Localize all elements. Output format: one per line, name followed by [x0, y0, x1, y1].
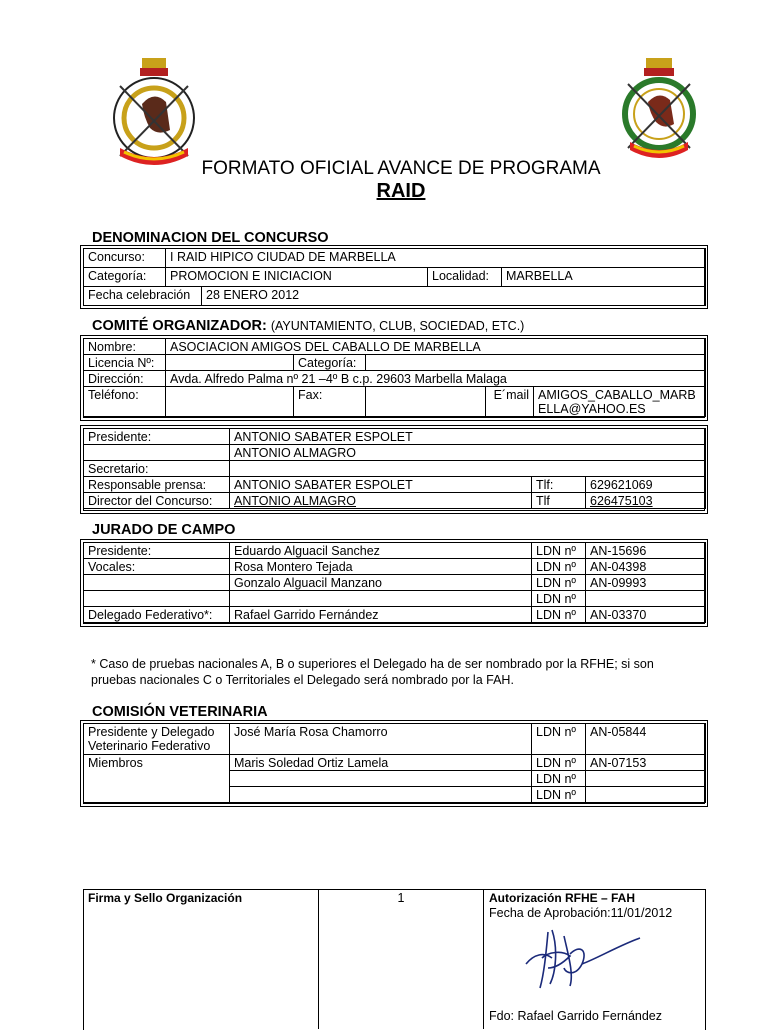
jurado-role: Presidente: [84, 543, 230, 559]
section-heading-denominacion: DENOMINACION DEL CONCURSO [92, 230, 329, 246]
direccion-label: Dirección: [84, 371, 166, 387]
fax-value [366, 387, 486, 417]
vet-miembro-ldn: AN-07153 [586, 755, 706, 771]
categoria-value: PROMOCION E INICIACION [166, 268, 428, 287]
andalusian-federation-seal-icon [618, 56, 700, 160]
logo-right [618, 56, 700, 160]
vet-ldn-label: LDN nº [532, 755, 586, 771]
vet-ldn-label: LDN nº [532, 771, 586, 787]
comite-categoria-label: Categoría: [294, 355, 366, 371]
vet-miembro-ldn [586, 787, 706, 803]
extra-value: ANTONIO ALMAGRO [230, 445, 706, 461]
email-value-line1: AMIGOS_CABALLO_MARB [538, 388, 696, 402]
empty-cell [84, 445, 230, 461]
jurado-table [83, 542, 706, 623]
localidad-label: Localidad: [428, 268, 502, 287]
secretario-label: Secretario: [84, 461, 230, 477]
localidad-value: MARBELLA [502, 268, 706, 287]
vet-miembro-name: Maris Soledad Ortiz Lamela [230, 755, 532, 771]
vet-presidente-label-line2: Veterinario Federativo [88, 739, 211, 753]
delegado-note-line2: pruebas nacionales C o Territoriales el Delegado será nombrado por la FAH. [91, 673, 514, 687]
vet-miembros-label: Miembros [84, 755, 230, 803]
jurado-ldn-value: AN-04398 [586, 559, 706, 575]
jurado-role [84, 591, 230, 607]
vet-presidente-label [84, 724, 230, 755]
denominacion-table [83, 248, 706, 306]
comite-table [83, 338, 706, 417]
vet-miembro-name [230, 771, 532, 787]
fecha-label: Fecha celebración [84, 287, 202, 306]
jurado-ldn-value: AN-09993 [586, 575, 706, 591]
telefono-value [166, 387, 294, 417]
jurado-ldn-label: LDN nº [532, 591, 586, 607]
jurado-role: Delegado Federativo*: [84, 607, 230, 623]
cargos-table [83, 428, 706, 509]
director-label: Director del Concurso: [84, 493, 230, 509]
telefono-label: Teléfono: [84, 387, 166, 417]
licencia-value [166, 355, 294, 371]
vet-presidente-name: José María Rosa Chamorro [230, 724, 532, 755]
comite-categoria-value [366, 355, 706, 371]
footer-divider-left [318, 889, 319, 1029]
comite-heading-text: COMITÉ ORGANIZADOR: [92, 318, 267, 334]
jurado-ldn-label: LDN nº [532, 559, 586, 575]
email-label: E´mail [486, 387, 534, 417]
jurado-role [84, 575, 230, 591]
fecha-value: 28 ENERO 2012 [202, 287, 706, 306]
vet-presidente-ldn: AN-05844 [586, 724, 706, 755]
jurado-row [84, 543, 706, 559]
vet-ldn-label: LDN nº [532, 787, 586, 803]
fax-label: Fax: [294, 387, 366, 417]
page-number: 1 [397, 891, 405, 905]
nombre-value: ASOCIACION AMIGOS DEL CABALLO DE MARBELLA [166, 339, 706, 355]
categoria-label: Categoría: [84, 268, 166, 287]
jurado-name [230, 591, 532, 607]
concurso-label: Concurso: [84, 249, 166, 268]
concurso-value: I RAID HIPICO CIUDAD DE MARBELLA [166, 249, 706, 268]
prensa-label: Responsable prensa: [84, 477, 230, 493]
email-value [534, 387, 706, 417]
jurado-ldn-label: LDN nº [532, 607, 586, 623]
jurado-ldn-value [586, 591, 706, 607]
nombre-label: Nombre: [84, 339, 166, 355]
jurado-row [84, 559, 706, 575]
jurado-name: Rosa Montero Tejada [230, 559, 532, 575]
director-value: ANTONIO ALMAGRO [230, 493, 532, 509]
fdo-signer: Fdo: Rafael Garrido Fernández [489, 1009, 663, 1023]
logo-left [106, 56, 202, 168]
fecha-aprobacion: Fecha de Aprobación:11/01/2012 [489, 906, 673, 920]
presidente-label: Presidente: [84, 429, 230, 445]
document-title: FORMATO OFICIAL AVANCE DE PROGRAMA [201, 158, 601, 179]
comite-heading-note: (AYUNTAMIENTO, CLUB, SOCIEDAD, ETC.) [270, 319, 525, 333]
vet-miembro-ldn [586, 771, 706, 787]
jurado-ldn-value: AN-03370 [586, 607, 706, 623]
prensa-value: ANTONIO SABATER ESPOLET [230, 477, 532, 493]
jurado-role: Vocales: [84, 559, 230, 575]
federation-seal-icon [106, 56, 202, 168]
section-heading-jurado: JURADO DE CAMPO [92, 522, 236, 538]
section-heading-comite [92, 318, 524, 334]
signature [518, 924, 648, 994]
jurado-name: Rafael Garrido Fernández [230, 607, 532, 623]
jurado-row [84, 591, 706, 607]
section-heading-veterinaria: COMISIÓN VETERINARIA [92, 704, 268, 720]
jurado-ldn-value: AN-15696 [586, 543, 706, 559]
direccion-value: Avda. Alfredo Palma nº 21 –4º B c.p. 29603 Marbella Malaga [166, 371, 706, 387]
jurado-name: Eduardo Alguacil Sanchez [230, 543, 532, 559]
firma-sello-label: Firma y Sello Organización [88, 891, 243, 905]
vet-miembro-name [230, 787, 532, 803]
document-subtitle: RAID [376, 180, 426, 202]
jurado-ldn-label: LDN nº [532, 575, 586, 591]
delegado-note-line1: * Caso de pruebas nacionales A, B o superiores el Delegado ha de ser nombrado por la RFHE; si son [91, 657, 654, 671]
veterinaria-table [83, 723, 706, 803]
director-tlf-label: Tlf [532, 493, 586, 509]
jurado-row [84, 575, 706, 591]
jurado-ldn-label: LDN nº [532, 543, 586, 559]
handwritten-signature-icon [518, 924, 648, 994]
prensa-tlf-label: Tlf: [532, 477, 586, 493]
footer-divider-right [483, 889, 484, 1029]
licencia-label: Licencia Nº: [84, 355, 166, 371]
director-tlf-value: 626475103 [586, 493, 706, 509]
secretario-value [230, 461, 706, 477]
presidente-value: ANTONIO SABATER ESPOLET [230, 429, 706, 445]
email-value-line2: ELLA@YAHOO.ES [538, 402, 646, 416]
vet-presidente-label-line1: Presidente y Delegado [88, 725, 215, 739]
jurado-name: Gonzalo Alguacil Manzano [230, 575, 532, 591]
autorizacion-label: Autorización RFHE – FAH [489, 891, 636, 905]
prensa-tlf-value: 629621069 [586, 477, 706, 493]
vet-ldn-label: LDN nº [532, 724, 586, 755]
jurado-row [84, 607, 706, 623]
